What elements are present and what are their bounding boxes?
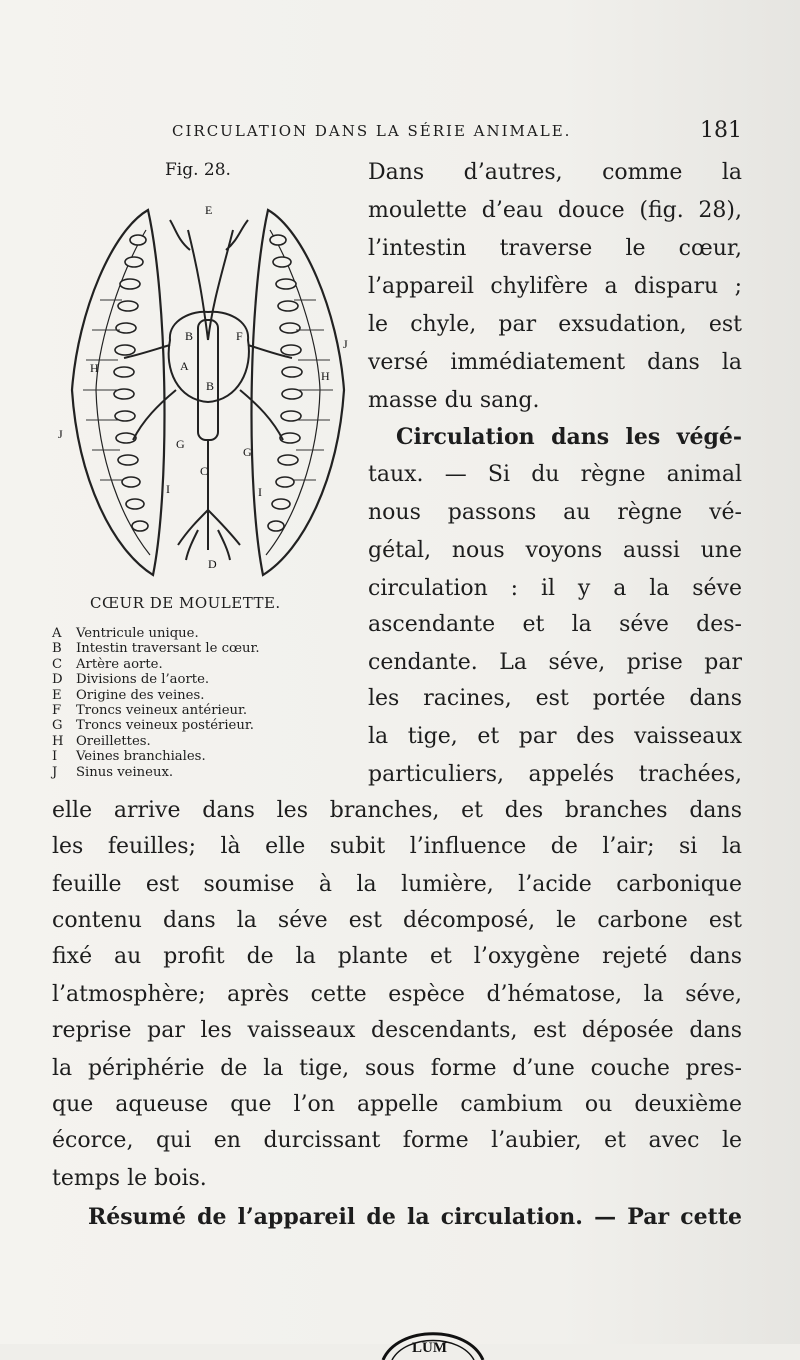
figure-callout: I xyxy=(258,485,262,499)
page-number: 181 xyxy=(700,118,742,143)
section-heading-line: Circulation dans les végé- xyxy=(396,424,742,450)
body-line: Dans d’autres, comme la xyxy=(368,160,742,185)
right-gill-lamella xyxy=(278,301,298,311)
legend-key: C xyxy=(52,656,63,672)
legend-item xyxy=(52,641,352,656)
right-gill-lamella xyxy=(282,367,302,377)
right-gill-lamella xyxy=(272,499,290,509)
right-gill-lamella xyxy=(280,323,300,333)
left-gill-lamella xyxy=(120,279,140,289)
running-head-title: CIRCULATION DANS LA SÉRIE ANIMALE. xyxy=(172,122,572,140)
section-heading-line: Résumé de l’appareil de la circulation. — Par cette xyxy=(88,1204,742,1230)
figure-caption: Fig. 28. xyxy=(165,160,231,180)
right-gill-lamella xyxy=(278,455,298,465)
body-line: ascendante et la séve des- xyxy=(368,612,742,637)
right-gill-lamella xyxy=(270,235,286,245)
legend-key: E xyxy=(52,687,62,703)
left-gill-lamella xyxy=(130,235,146,245)
body-line: masse du sang. xyxy=(368,388,540,413)
figure-callout: E xyxy=(205,203,213,217)
figure-callout: H xyxy=(321,369,330,383)
right-gill-lamella xyxy=(273,257,291,267)
legend-key: B xyxy=(52,641,62,657)
left-gill-lamella xyxy=(122,477,140,487)
figure-callout: G xyxy=(243,445,252,459)
body-line: la périphérie de la tige, sous forme d’une couche pres- xyxy=(52,1056,742,1081)
figure-callout: F xyxy=(236,329,243,343)
body-line: les racines, est portée dans xyxy=(368,686,742,711)
legend-text: Sinus veineux. xyxy=(76,764,174,780)
legend-item xyxy=(52,688,352,703)
body-line: circulation : il y a la séve xyxy=(368,576,742,601)
legend-key: A xyxy=(52,626,62,641)
figure-callout: D xyxy=(208,557,217,571)
figure-callout: H xyxy=(90,361,99,375)
body-line: les feuilles; là elle subit l’influence de l’air; si la xyxy=(52,834,742,859)
figure-callout: J xyxy=(58,427,63,441)
left-gill-lamella xyxy=(126,499,144,509)
legend-text: Artère aorte. xyxy=(76,656,163,672)
left-gill-lamella xyxy=(132,521,148,531)
left-gill-lamella xyxy=(115,345,135,355)
right-gill-lamella xyxy=(276,477,294,487)
legend-item xyxy=(52,734,352,749)
legend-text: Intestin traversant le cœur. xyxy=(76,641,260,657)
legend-key: F xyxy=(52,703,62,719)
figure-callout: I xyxy=(166,482,170,496)
right-gill-lamella xyxy=(268,521,284,531)
body-line: nous passons au règne vé- xyxy=(368,500,742,525)
left-gill-lamella xyxy=(116,323,136,333)
body-line: elle arrive dans les branches, et des branches dans xyxy=(52,798,742,823)
figure-callout: J xyxy=(343,337,348,351)
body-line: le chyle, par exsudation, est xyxy=(368,312,742,337)
figure-callout: A xyxy=(180,359,189,373)
legend-text: Veines branchiales. xyxy=(76,749,206,765)
legend-item xyxy=(52,703,352,718)
left-gill-lamella xyxy=(125,257,143,267)
body-line: cendante. La séve, prise par xyxy=(368,650,742,675)
body-line: particuliers, appelés trachées, xyxy=(368,762,742,787)
figure-callout: B xyxy=(185,329,194,343)
body-line: écorce, qui en durcissant forme l’aubier, et avec le xyxy=(52,1128,742,1153)
legend-item xyxy=(52,765,352,780)
body-line: gétal, nous voyons aussi une xyxy=(368,538,742,563)
legend-item xyxy=(52,718,352,733)
left-gill-lamella xyxy=(114,367,134,377)
body-line: moulette d’eau douce (fig. 28), xyxy=(368,198,742,223)
running-head xyxy=(172,118,742,146)
legend-text: Origine des veines. xyxy=(76,687,205,703)
left-gill-lamella xyxy=(118,301,138,311)
figure-legend xyxy=(52,626,352,780)
legend-item xyxy=(52,657,352,672)
figure-callout: G xyxy=(176,437,185,451)
left-gill-lamella xyxy=(118,455,138,465)
legend-text: Ventricule unique. xyxy=(76,626,199,641)
body-line: l’appareil chylifère a disparu ; xyxy=(368,274,742,299)
legend-text: Troncs veineux antérieur. xyxy=(76,703,248,719)
body-line: fixé au profit de la plante et l’oxygène rejeté dans xyxy=(52,944,742,969)
legend-item xyxy=(52,749,352,764)
body-line: que aqueuse que l’on appelle cambium ou deuxième xyxy=(52,1092,742,1117)
body-line: l’atmosphère; après cette espèce d’hématose, la séve, xyxy=(52,982,742,1007)
legend-text: Divisions de l’aorte. xyxy=(76,672,210,688)
library-stamp xyxy=(378,1320,488,1360)
figure-callout: C xyxy=(200,464,209,478)
body-line: temps le bois. xyxy=(52,1166,207,1191)
legend-item xyxy=(52,626,352,641)
figure-callout: B xyxy=(206,379,215,393)
body-line: feuille est soumise à la lumière, l’acide carbonique xyxy=(52,872,742,897)
body-line: contenu dans la séve est décomposé, le carbone est xyxy=(52,908,742,933)
body-line: reprise par les vaisseaux descendants, est déposée dans xyxy=(52,1018,742,1043)
right-gill-lamella xyxy=(276,279,296,289)
mussel-heart-illustration xyxy=(58,190,358,590)
legend-key: G xyxy=(52,718,63,734)
legend-key: I xyxy=(52,749,58,765)
body-line: taux. — Si du règne animal xyxy=(368,462,742,487)
figure-title: CŒUR DE MOULETTE. xyxy=(90,594,281,612)
body-line: l’intestin traverse le cœur, xyxy=(368,236,742,261)
body-line: versé immédiatement dans la xyxy=(368,350,742,375)
legend-item xyxy=(52,672,352,687)
stamp-text: LUM xyxy=(412,1340,447,1356)
legend-key: D xyxy=(52,672,63,688)
legend-key: H xyxy=(52,733,64,749)
body-line: la tige, et par des vaisseaux xyxy=(368,724,742,749)
legend-key: J xyxy=(52,764,58,780)
aorta-divisions xyxy=(178,510,240,560)
vein-branches xyxy=(170,220,248,340)
right-gill-lamella xyxy=(281,345,301,355)
legend-text: Troncs veineux postérieur. xyxy=(76,718,254,734)
legend-text: Oreillettes. xyxy=(76,733,151,749)
